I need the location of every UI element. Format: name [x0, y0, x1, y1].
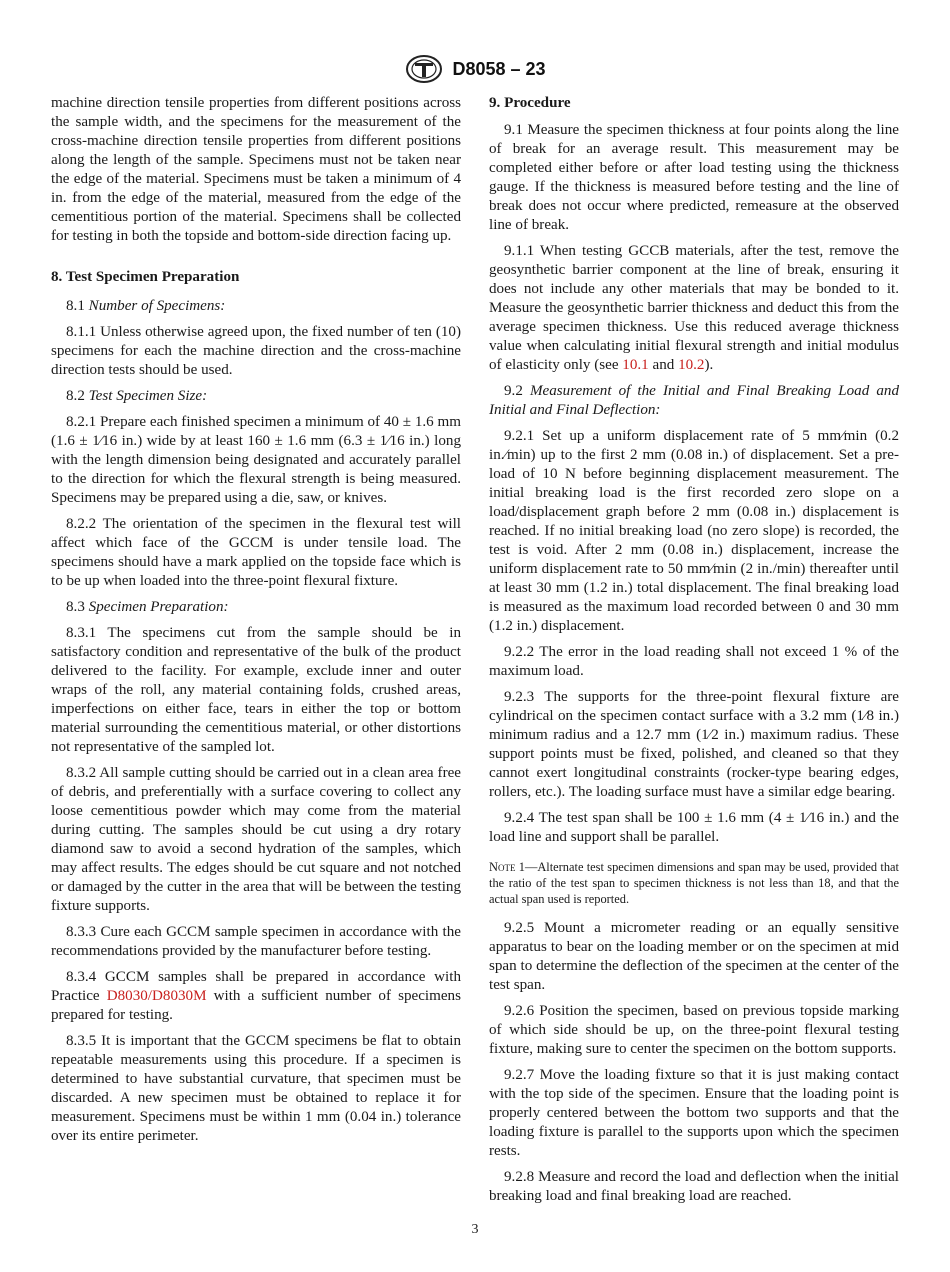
- document-id: D8058 – 23: [452, 58, 546, 79]
- paragraph-9-2-3: 9.2.3 The supports for the three-point flexural fixture are cylindrical on the specimen contact surface with a 3.2 mm (1⁄8 in.) minimum radius and a 12.7 mm (1⁄2 in.) maximum radius. These support points must be fixed, polished, and cleaned so that they cannot exert longitudinal constraints (rocker-type bearing edges, rollers, etc.). The loading surface must have a similar edge bearing.: [489, 689, 899, 800]
- left-column: [51, 94, 461, 1153]
- paragraph-9-2-2: 9.2.2 The error in the load reading shall not exceed 1 % of the maximum load.: [489, 644, 899, 679]
- paragraph-9-2-1: 9.2.1 Set up a uniform displacement rate of 5 mm⁄min (0.2 in.⁄min) up to the first 2 mm (0.08 in.) of displacement. Set a pre-load of 10 N before beginning displacement measurement. The initial breaking load is the first recorded zero slope on a load/displacement graph before 2 mm (0.08 in.) displacement is reached. If no initial breaking load (no zero slope) is recorded, the test is void. After 2 mm (0.08 in.) displacement, increase the uniform displacement rate to 50 mm⁄min (2 in./min) thereafter until at least 30 mm (1.2 in.) total displacement. The final breaking load is measured as the maximum load recorded between 0 and 30 mm (1.2 in.) displacement.: [489, 428, 899, 634]
- paragraph-8-3-1: 8.3.1 The specimens cut from the sample should be in satisfactory condition and representative of the bulk of the product delivered to the facility. For example, exclude inner and outer wraps of the roll, any material containing folds, crushed areas, imperfections on either face, tears in either the top or bottom material surrounding the cementitious material, or other distortions not representative of the sampled lot.: [51, 625, 461, 755]
- paragraph-8-2-1: 8.2.1 Prepare each finished specimen a minimum of 40 ± 1.6 mm (1.6 ± 1⁄16 in.) wide by at least 160 ± 1.6 mm (6.3 ± 1⁄16 in.) long with the length dimension being designated and accurately parallel to the direction for which the flexural strength is being measured. Specimens may be prepared using a die, saw, or knives.: [51, 414, 461, 506]
- paragraph-8-1-1: 8.1.1 Unless otherwise agreed upon, the fixed number of ten (10) specimens for each the machine direction and the cross-machine direction tests should be used.: [51, 324, 461, 378]
- link-d8030[interactable]: D8030/D8030M: [106, 988, 207, 1004]
- link-10-1[interactable]: 10.1: [622, 357, 649, 373]
- paragraph-9-2-6: 9.2.6 Position the specimen, based on previous topside marking of which side should be up, on the three-point flexural testing fixture, making sure to center the specimen on the bottom supports.: [489, 1003, 899, 1057]
- note-1: Note 1—Alternate test specimen dimensions and span may be used, provided that the ratio of the test span to specimen thickness is not less than 18, and that the actual span used is reported.: [489, 860, 899, 906]
- section-8-heading: 8. Test Specimen Preparation: [51, 269, 240, 285]
- page-number: 3: [471, 1222, 479, 1237]
- subsection-8-3: 8.3 Specimen Preparation:: [66, 599, 229, 615]
- section-9-heading: 9. Procedure: [489, 95, 571, 111]
- right-column: [489, 94, 899, 1213]
- astm-logo-icon: [404, 54, 444, 84]
- paragraph-8-3-5: 8.3.5 It is important that the GCCM specimens be flat to obtain repeatable measurements using this procedure. If a specimen is determined to have substantial curvature, that specimen must be discarded. A new specimen must be obtained to replace it for measurement. Specimens must be within 1 mm (0.04 in.) tolerance over its entire perimeter.: [51, 1033, 461, 1144]
- paragraph-9-2-7: 9.2.7 Move the loading fixture so that it is just making contact with the top side of the specimen. Ensure that the loading point is properly centered between the bottom two supports and that the loading fixture is parallel to the supports upon which the specimen rests.: [489, 1067, 899, 1159]
- paragraph-9-1-1: 9.1.1 When testing GCCB materials, after the test, remove the geosynthetic barrier component at the line of break, ensuring it does not include any other materials that may be bonded to it. Measure the geosynthetic barrier thickness and deduct this from the average specimen thickness. Use this reduced average thickness value when calculating initial flexural strength and initial modulus of elasticity only (see 10.1 and 10.2).: [489, 243, 899, 373]
- subsection-8-2: 8.2 Test Specimen Size:: [66, 388, 208, 404]
- paragraph-9-2-4: 9.2.4 The test span shall be 100 ± 1.6 mm (4 ± 1⁄16 in.) and the load line and support shall be parallel.: [489, 810, 899, 845]
- subsection-9-2: 9.2 Measurement of the Initial and Final Breaking Load and Initial and Final Deflection:: [489, 383, 899, 418]
- paragraph-8-3-3: 8.3.3 Cure each GCCM sample specimen in accordance with the recommendations provided by the manufacturer before testing.: [51, 924, 461, 959]
- paragraph-9-2-5: 9.2.5 Mount a micrometer reading or an equally sensitive apparatus to bear on the loading member or on the specimen at mid span to determine the deflection of the specimen at the center of the test span.: [489, 920, 899, 993]
- paragraph-9-1: 9.1 Measure the specimen thickness at four points along the line of break for an average result. This measurement may be completed either before or after load testing using the thickness gauge. If the thickness is measured before testing and the line of break does not occur where predicted, remeasure at the observed line of break.: [489, 122, 899, 233]
- paragraph-9-2-8: 9.2.8 Measure and record the load and deflection when the initial breaking load and final breaking load are reached.: [489, 1169, 899, 1204]
- page-header: [0, 54, 950, 84]
- paragraph-continued: machine direction tensile properties from different positions across the sample width, and the specimens for the measurement of the cross-machine direction tensile properties from different positions along the length of the sample. Specimens must not be taken near the edge of the material. Specimens must be taken a minimum of 4 in. from the edge of the material, measured from the edge of the cementitious portion of the material. Specimens shall be collected for testing in both the topside and bottom-side direction facing up.: [51, 95, 461, 244]
- subsection-8-1: 8.1 Number of Specimens:: [66, 298, 226, 314]
- paragraph-8-2-2: 8.2.2 The orientation of the specimen in the flexural test will affect which face of the GCCM is under tensile load. The specimens should have a mark applied on the topside face which is to be up when loaded into the three-point flexural fixture.: [51, 516, 461, 589]
- link-10-2[interactable]: 10.2: [678, 357, 705, 373]
- paragraph-8-3-2: 8.3.2 All sample cutting should be carried out in a clean area free of debris, and preferentially with a surface covering to collect any loose cementitious powder which may come from the material during cutting. The samples should be cut using a dry rotary diamond saw to avoid a second hydration of the samples, which may affect results. The edges should be cut square and not notched or damaged by the cutter in the area that will be between the testing fixture supports.: [51, 765, 461, 914]
- paragraph-8-3-4: 8.3.4 GCCM samples shall be prepared in accordance with Practice D8030/D8030M with a sufficient number of specimens prepared for testing.: [51, 969, 461, 1023]
